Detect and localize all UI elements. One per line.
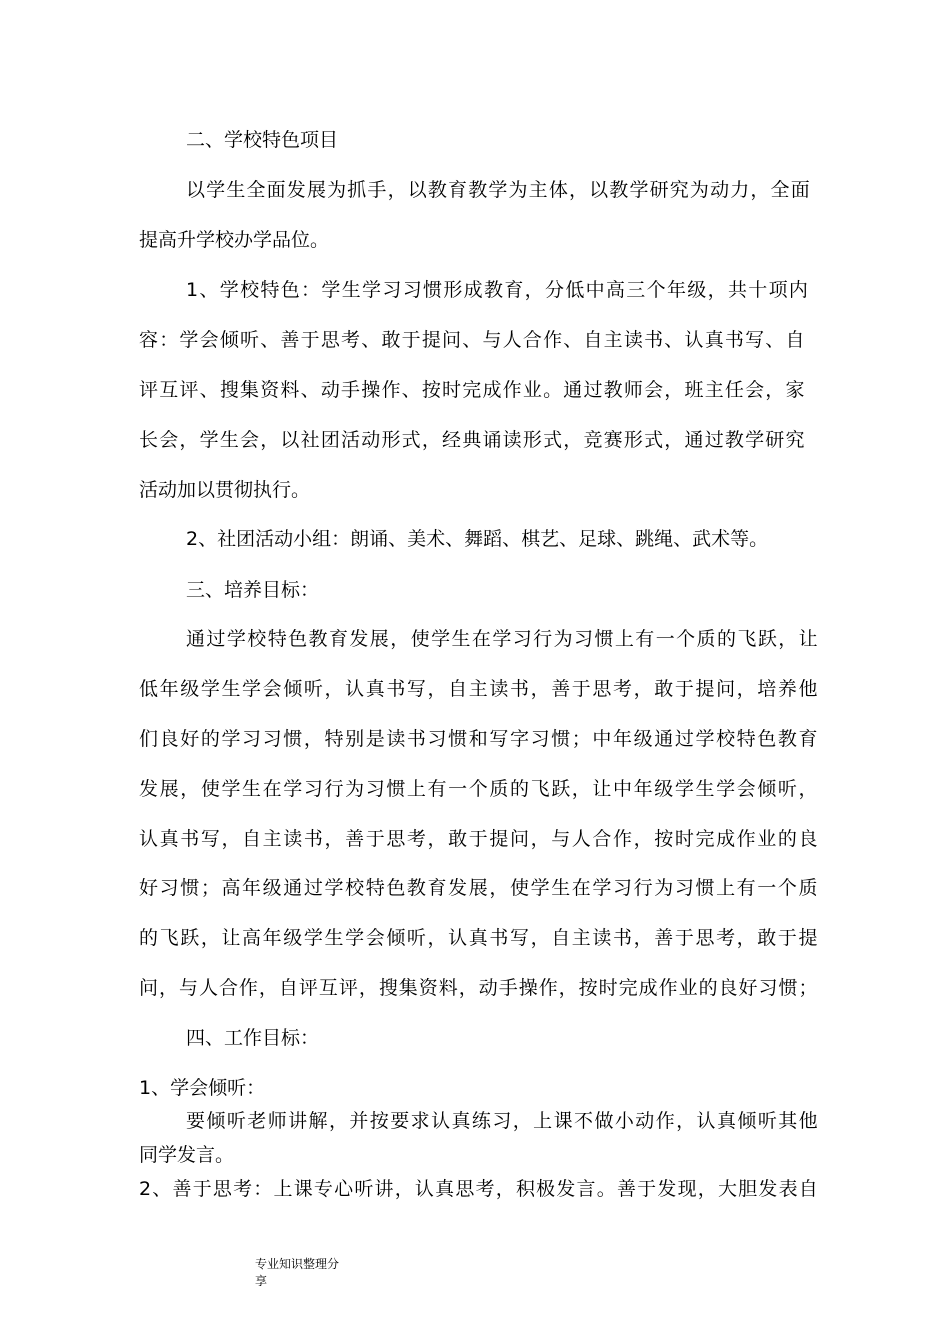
- goal-paragraph-line-2: 低 年 级 学 生 学 会 倾 听 ， 认 真 书 写 ， 自 主 读 书 ， 善 于 思 考 ， 敢 于 提 问 ， 培 养 他: [139, 678, 818, 700]
- footer-text-line-2: 享: [255, 1274, 268, 1288]
- club-paragraph: 2、社团活动小组：朗诵、美术、舞蹈、棋艺、足球、跳绳、武术等。: [186, 528, 769, 550]
- feature-paragraph-line-3: 评 互 评 、 搜 集 资 料 、 动 手 操 作 、 按 时 完 成 作 业 。 通 过 教 师 会 ， 班 主 任 会 ， 家: [139, 379, 805, 401]
- goal-paragraph-line-8: 问 ， 与 人 合 作 ， 自 评 互 评 ， 搜 集 资 料 ， 动 手 操 作 ， 按 时 完 成 作 业 的 良 好 习 惯 ；: [139, 977, 818, 999]
- intro-paragraph-line-1: 以 学 生 全 面 发 展 为 抓 手 ， 以 教 育 教 学 为 主 体 ， 以 教 学 研 究 为 动 力 ， 全 面: [186, 179, 810, 201]
- intro-paragraph-line-2: 提高升学校办学品位。: [139, 229, 330, 251]
- section-heading-3: 三、培养目标：: [186, 579, 320, 601]
- listen-title: 1、学会倾听：: [139, 1077, 266, 1099]
- feature-paragraph-line-1: 1 、 学 校 特 色 ： 学 生 学 习 习 惯 形 成 教 育 ， 分 低 中 高 三 个 年 级 ， 共 十 项 内: [186, 279, 808, 301]
- section-heading-2: 二、学校特色项目: [186, 129, 339, 151]
- listen-paragraph-line-1: 要 倾 听 老 师 讲 解 ， 并 按 要 求 认 真 练 习 ， 上 课 不 做 小 动 作 ， 认 真 倾 听 其 他: [186, 1110, 818, 1132]
- feature-paragraph-line-4: 长 会 ， 学 生 会 ， 以 社 团 活 动 形 式 ， 经 典 诵 读 形 式 ， 竞 赛 形 式 ， 通 过 教 学 研 究: [139, 429, 805, 451]
- feature-paragraph-line-5: 活动加以贯彻执行。: [139, 479, 311, 501]
- section-heading-4: 四、工作目标：: [186, 1027, 320, 1049]
- listen-paragraph-line-2: 同学发言。: [139, 1144, 235, 1166]
- goal-paragraph-line-5: 认 真 书 写 ， 自 主 读 书 ， 善 于 思 考 ， 敢 于 提 问 ， 与 人 合 作 ， 按 时 完 成 作 业 的 良: [139, 828, 818, 850]
- goal-paragraph-line-1: 通 过 学 校 特 色 教 育 发 展 ， 使 学 生 在 学 习 行 为 习 惯 上 有 一 个 质 的 飞 跃 ， 让: [186, 628, 818, 650]
- footer-text-line-1: 专业知识整理分: [255, 1257, 340, 1271]
- goal-paragraph-line-4: 发 展 ， 使 学 生 在 学 习 行 为 习 惯 上 有 一 个 质 的 飞 跃 ， 让 中 年 级 学 生 学 会 倾 听 ，: [139, 778, 818, 800]
- think-paragraph-line-1: 2 、 善 于 思 考 ： 上 课 专 心 听 讲 ， 认 真 思 考 ， 积 极 发 言 。 善 于 发 现 ， 大 胆 发 表 自: [139, 1178, 818, 1200]
- goal-paragraph-line-3: 们 良 好 的 学 习 习 惯 ， 特 别 是 读 书 习 惯 和 写 字 习 惯 ； 中 年 级 通 过 学 校 特 色 教 育: [139, 728, 818, 750]
- goal-paragraph-line-6: 好 习 惯 ； 高 年 级 通 过 学 校 特 色 教 育 发 展 ， 使 学 生 在 学 习 行 为 习 惯 上 有 一 个 质: [139, 877, 818, 899]
- feature-paragraph-line-2: 容 ： 学 会 倾 听 、 善 于 思 考 、 敢 于 提 问 、 与 人 合 作 、 自 主 读 书 、 认 真 书 写 、 自: [139, 329, 805, 351]
- goal-paragraph-line-7: 的 飞 跃 ， 让 高 年 级 学 生 学 会 倾 听 ， 认 真 书 写 ， 自 主 读 书 ， 善 于 思 考 ， 敢 于 提: [139, 927, 818, 949]
